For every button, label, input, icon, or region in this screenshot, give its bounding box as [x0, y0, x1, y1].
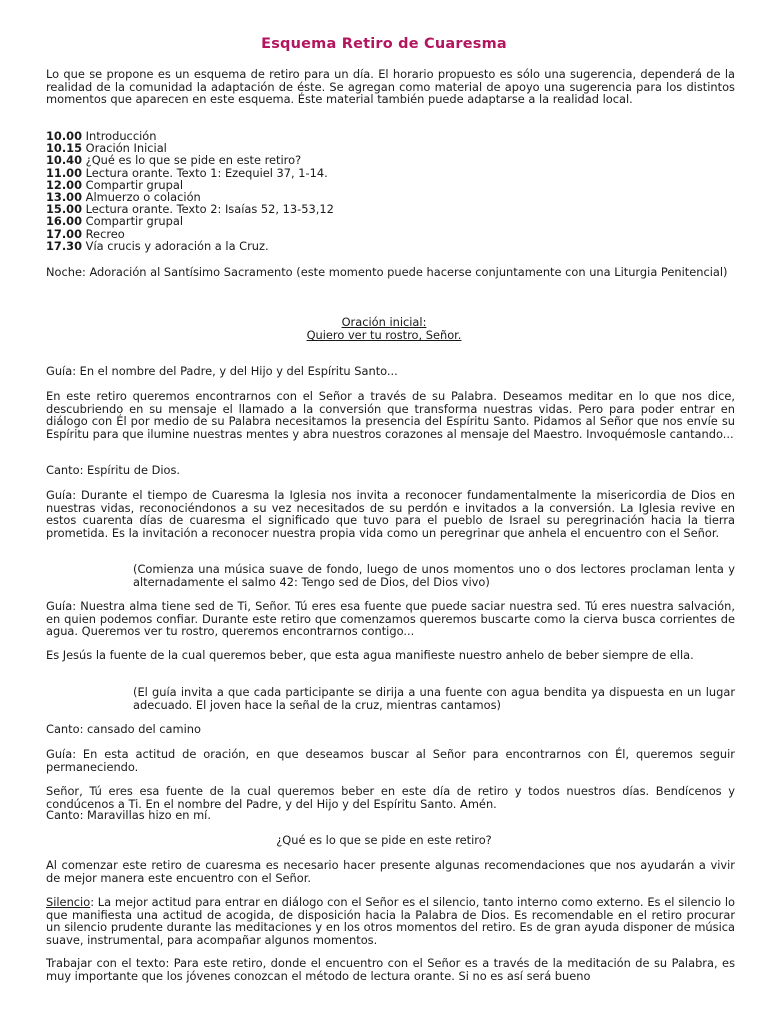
schedule-activity: Oración Inicial: [85, 141, 167, 156]
noche-paragraph: Noche: Adoración al Santísimo Sacramento (este momento puede hacerse conjuntamente con una Liturgia Penitencial): [46, 265, 728, 279]
schedule-activity: Vía crucis y adoración a la Cruz.: [85, 238, 269, 253]
schedule-item: [46, 215, 735, 227]
guia-paragraph-1: Guía: En el nombre del Padre, y del Hijo y del Espíritu Santo...: [46, 364, 398, 378]
guia-paragraph-3: Guía: Nuestra alma tiene sed de Ti, Señor. Tú eres esa fuente que puede saciar nuestra sed. Tú eres nuestra salvación, en quien podemos confiar. Durante este retiro que comenzamos queremos buscarte como la cierva busca corrientes de agua. Queremos ver tu rostro, queremos encontrarnos contigo...: [46, 599, 735, 639]
document-title: Esquema Retiro de Cuaresma: [261, 36, 507, 52]
canto-paragraph-2: Canto: cansado del camino: [46, 722, 201, 736]
schedule-activity: Almuerzo o colación: [85, 189, 201, 204]
instruction-paragraph-2: (El guía invita a que cada participante se dirija a una fuente con agua bendita ya dispuesta en un lugar adecuado. El joven hace la señal de la cruz, mientras cantamos): [133, 685, 735, 712]
schedule-activity: ¿Qué es lo que se pide en este retiro?: [85, 153, 302, 168]
jesus-paragraph: Es Jesús la fuente de la cual queremos beber, que esta agua manifieste nuestro anhelo de beber siempre de ella.: [46, 648, 694, 662]
schedule-time: 16.00: [46, 214, 83, 229]
silencio-paragraph: [46, 896, 735, 946]
schedule-activity: Recreo: [85, 226, 125, 241]
trabajar-paragraph: Trabajar con el texto: Para este retiro, donde el encuentro con el Señor es a través de la meditación de su Palabra, es muy importante que los jóvenes conozcan el método de lectura orante. Si no es así será bueno: [46, 956, 735, 983]
instruction-paragraph-1: (Comienza una música suave de fondo, luego de unos momentos uno o dos lectores proclaman lenta y alternadamente el salmo 42: Tengo sed de Dios, del Dios vivo): [133, 562, 735, 589]
guia-paragraph-2: Guía: Durante el tiempo de Cuaresma la Iglesia nos invita a reconocer fundamentalmente la misericordia de Dios en nuestras vidas, reconociéndonos a su vez necesitados de su perdón e invitados a la conversión. La Iglesia revive en estos cuarenta días de cuaresma el significado que tuvo para el pueblo de Israel su peregrinación hacia la tierra prometida. Es la invitación a reconocer nuestra propia vida como un peregrinar que anhela el encuentro con el Señor.: [46, 488, 735, 540]
schedule-activity: Compartir grupal: [85, 177, 184, 192]
schedule-time: 17.00: [46, 226, 83, 241]
schedule-time: 10.15: [46, 141, 83, 156]
comenzar-paragraph: Al comenzar este retiro de cuaresma es necesario hacer presente algunas recomendaciones que nos ayudarán a vivir de mejor manera este encuentro con el Señor.: [46, 858, 735, 885]
canto-paragraph-1: Canto: Espíritu de Dios.: [46, 463, 181, 477]
silencio-label: Silencio: [46, 895, 91, 909]
schedule-activity: Lectura orante. Texto 2: Isaías 52, 13-53,12: [85, 202, 334, 217]
intro-paragraph: Lo que se propone es un esquema de retiro para un día. El horario propuesto es sólo una sugerencia, dependerá de la realidad de la comunidad la adaptación de éste. Se agregan como material de apoyo una sugerencia para los distintos momentos que aparecen en este esquema. Éste material también puede adaptarse a la realidad local.: [46, 67, 735, 107]
schedule-time: 15.00: [46, 202, 83, 217]
schedule-activity: Compartir grupal: [85, 214, 184, 229]
schedule-activity: Introducción: [85, 129, 157, 143]
canto-paragraph-3: Canto: Maravillas hizo en mí.: [46, 808, 211, 822]
schedule-time: 12.00: [46, 177, 83, 192]
guia-paragraph-4: Guía: En esta actitud de oración, en que deseamos buscar al Señor para encontrarnos con Él, queremos seguir permaneciendo.: [46, 747, 735, 774]
schedule-time: 17.30: [46, 238, 83, 253]
schedule-time: 10.40: [46, 153, 83, 168]
schedule-time: 13.00: [46, 189, 83, 204]
retiro-question-heading: ¿Qué es lo que se pide en este retiro?: [276, 833, 492, 847]
schedule-list: [46, 130, 735, 252]
schedule-time: 10.00: [46, 129, 83, 143]
schedule-activity: Lectura orante. Texto 1: Ezequiel 37, 1-14.: [85, 165, 328, 180]
retiro-paragraph: En este retiro queremos encontrarnos con el Señor a través de su Palabra. Deseamos meditar en lo que nos dice, descubriendo en su mensaje el llamado a la conversión que transforma nuestras vidas. Pero para poder entrar en diálogo con Él por medio de su Palabra necesitamos la presencia del Espíritu Santo. Pidamos al Señor que nos envíe su Espíritu para que ilumine nuestras mentes y abra nuestros corazones al mensaje del Maestro. Invoquémosle cantando...: [46, 389, 735, 441]
oracion-subheading: Quiero ver tu rostro, Señor.: [306, 328, 462, 342]
schedule-time: 11.00: [46, 165, 83, 180]
oracion-heading: Oración inicial:: [341, 315, 427, 329]
schedule-item: [46, 240, 735, 252]
senor-paragraph: Señor, Tú eres esa fuente de la cual queremos beber en este día de retiro y todos nuestros días. Bendícenos y condúcenos a Ti. En el nombre del Padre, y del Hijo y del Espíritu Santo. Amén.: [46, 784, 735, 811]
silencio-text: : La mejor actitud para entrar en diálogo con el Señor es el silencio, tanto interno como externo. Es el silencio lo que manifiesta una actitud de acogida, de disposición hacia la Palabra de Dios. Es recomendable en el retiro procurar un silencio prudente durante las meditaciones y en los otros momentos del retiro. Es de gran ayuda disponer de música suave, instrumental, para acompañar algunos momentos.: [46, 895, 735, 947]
